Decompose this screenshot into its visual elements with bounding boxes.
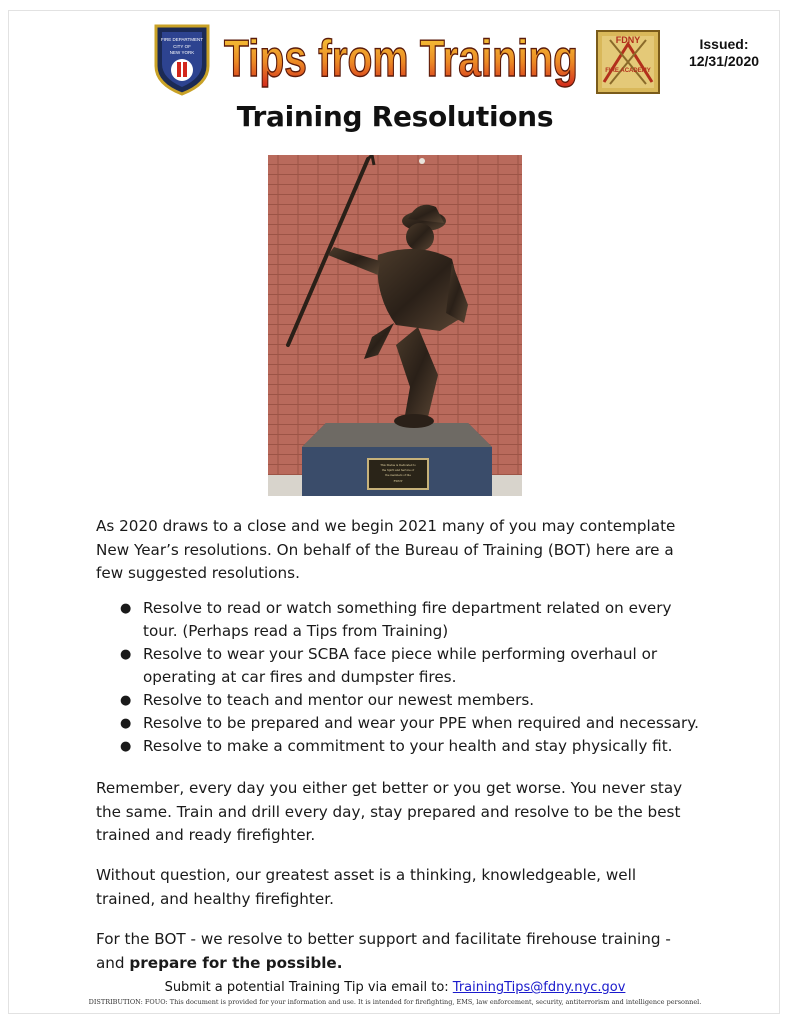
page-title: Training Resolutions bbox=[236, 100, 554, 133]
bullet-icon: ● bbox=[120, 647, 132, 662]
plaque-line-1: This Statue is Dedicated to bbox=[380, 464, 416, 467]
firefighter-statue-photo bbox=[268, 155, 522, 496]
list-item bbox=[120, 689, 700, 712]
bot-statement-paragraph bbox=[96, 928, 696, 975]
footer-submit bbox=[0, 980, 790, 995]
list-item bbox=[120, 597, 700, 643]
list-item bbox=[120, 643, 700, 689]
bullet-icon: ● bbox=[120, 693, 132, 708]
submit-text: Submit a potential Training Tip via email to: bbox=[164, 980, 449, 995]
training-tips-email-link[interactable]: TrainingTips@fdny.nyc.gov bbox=[452, 980, 626, 995]
resolution-text: Resolve to read or watch something fire department related on every tour. (Perhaps read a Tips from Training) bbox=[143, 599, 672, 640]
list-item bbox=[120, 735, 700, 758]
seal-line-1: FIRE DEPARTMENT bbox=[160, 37, 204, 42]
remember-paragraph: Remember, every day you either get better or you get worse. You never stay the same. Train and drill every day, stay prepared and resolve to be the best trained and ready firefighter. bbox=[96, 779, 683, 844]
seal-line-3: NEW YORK bbox=[169, 50, 195, 55]
resolution-text: Resolve to teach and mentor our newest members. bbox=[143, 691, 535, 709]
issued-label: Issued: bbox=[699, 36, 749, 52]
banner-title-text: Tips from Training bbox=[224, 30, 578, 88]
bullet-icon: ● bbox=[120, 601, 132, 616]
banner-title bbox=[220, 24, 582, 88]
issued-date: 12/31/2020 bbox=[688, 53, 760, 69]
fdny-seal-icon bbox=[150, 22, 214, 96]
without-question-paragraph: Without question, our greatest asset is a thinking, knowledgeable, well trained, and healthy firefighter. bbox=[96, 866, 637, 908]
issued-block bbox=[676, 36, 772, 70]
bullet-icon: ● bbox=[120, 716, 132, 731]
fire-academy-logo-icon bbox=[596, 30, 660, 94]
list-item bbox=[120, 712, 700, 735]
seal-line-2: CITY OF bbox=[173, 44, 191, 49]
bullet-icon: ● bbox=[120, 739, 132, 754]
resolution-text: Resolve to make a commitment to your health and stay physically fit. bbox=[143, 737, 673, 755]
resolution-text: Resolve to be prepared and wear your PPE when required and necessary. bbox=[143, 714, 699, 732]
intro-paragraph: As 2020 draws to a close and we begin 2021 many of you may contemplate New Year’s resolutions. On behalf of the Bureau of Training (BOT) here are a few suggested resolutions. bbox=[96, 517, 676, 582]
resolutions-list bbox=[120, 597, 700, 758]
distribution-notice: DISTRIBUTION: FOUO: This document is provided for your information and use. It is intended for firefighting, EMS, law enforcement, security, antiterrorism and intelligence personnel. bbox=[88, 998, 702, 1006]
plaque-line-2: the Spirit and Service of bbox=[381, 469, 415, 472]
plaque-line-4: FDNY bbox=[393, 479, 403, 483]
resolution-text: Resolve to wear your SCBA face piece while performing overhaul or operating at car fires and dumpster fires. bbox=[143, 645, 658, 686]
academy-logo-fdny: FDNY bbox=[615, 35, 641, 45]
academy-logo-fire-academy: FIRE ACADEMY bbox=[605, 68, 651, 74]
bot-statement-text: For the BOT - we resolve to better support and facilitate firehouse training - and bbox=[96, 930, 671, 972]
plaque-line-3: the members of the bbox=[385, 474, 411, 477]
bot-statement-bold: prepare for the possible. bbox=[129, 953, 343, 972]
